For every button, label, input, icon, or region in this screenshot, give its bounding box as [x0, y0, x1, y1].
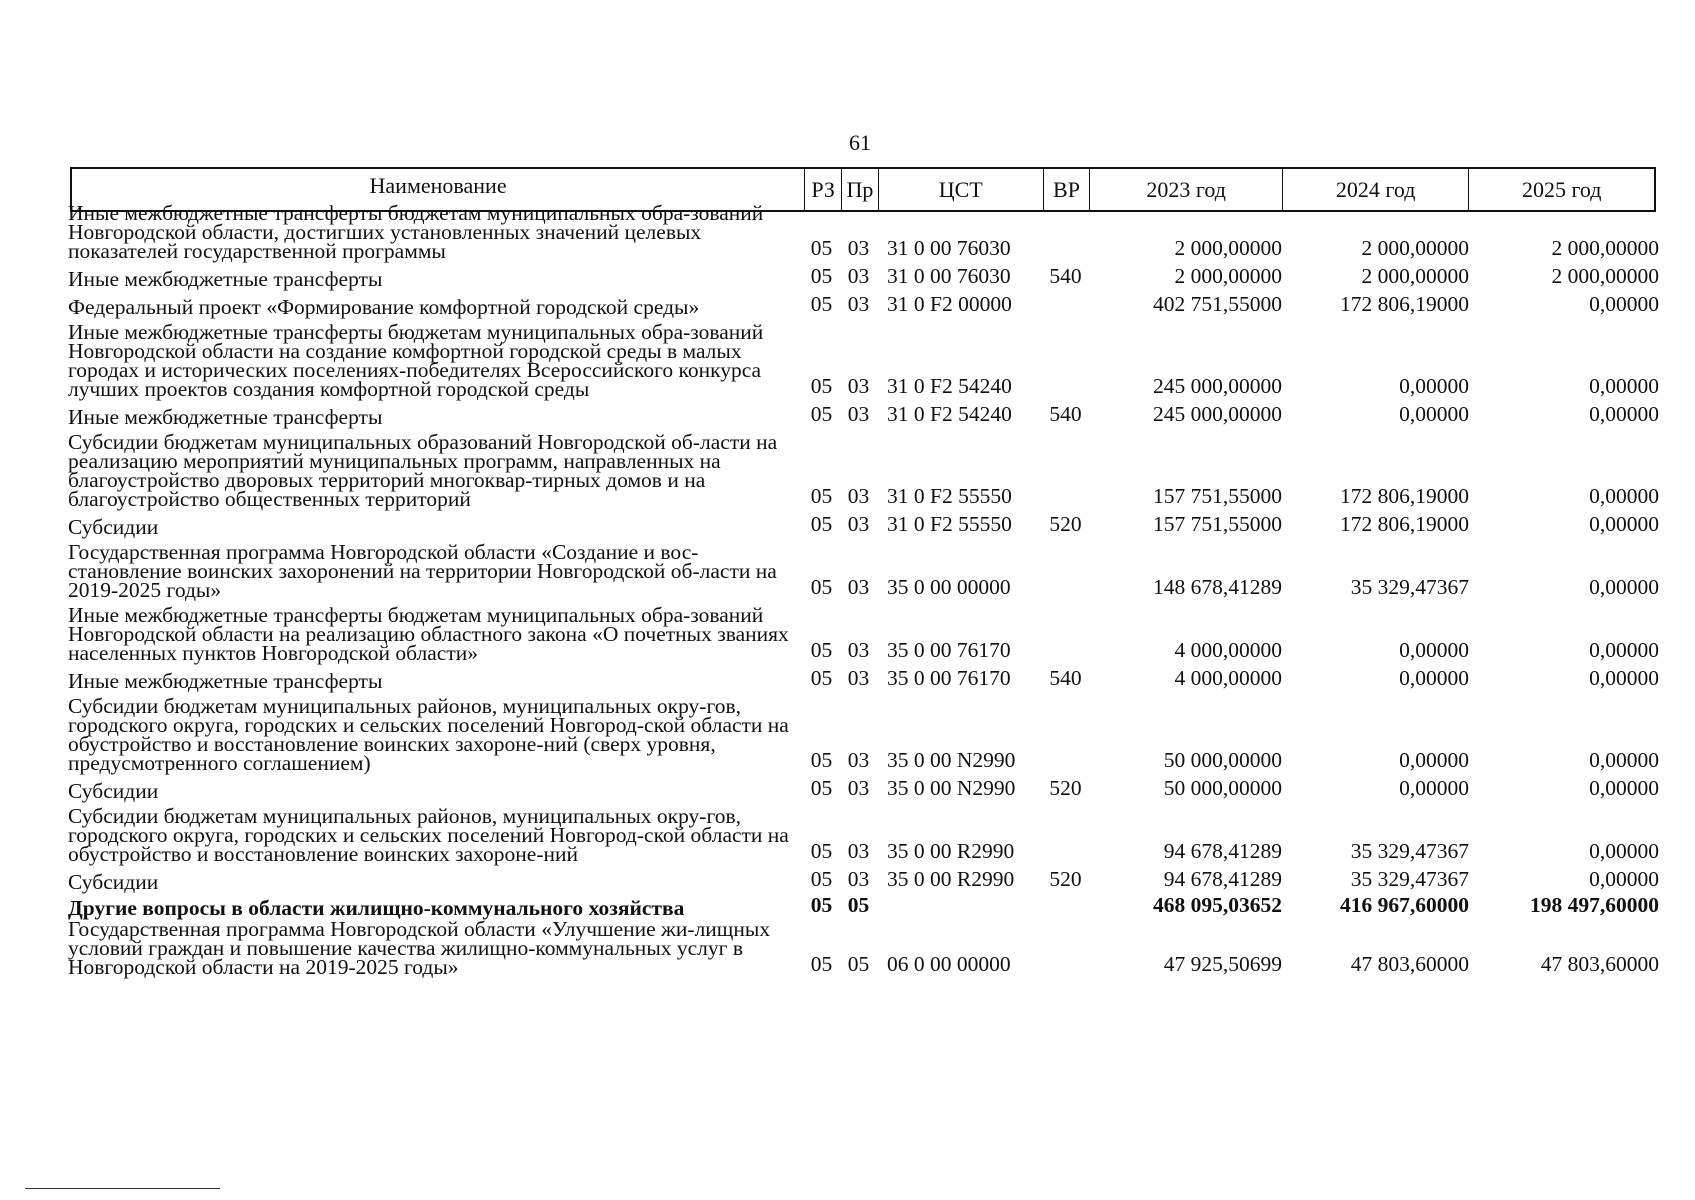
- row-name: Субсидии бюджетам муниципальных районов, муниципальных окру-гов, городского округа, городских и сельских поселений Новгород-ской области на обустройство и восстановление воинских захороне-ний: [68, 804, 789, 866]
- row-2025: 0,00000: [1589, 402, 1659, 426]
- row-cst: 35 0 00 N2990: [887, 748, 1016, 772]
- row-2023: 50 000,00000: [1163, 776, 1282, 800]
- row-2023: 94 678,41289: [1163, 839, 1282, 863]
- row-name: Государственная программа Новгородской области «Создание и вос-становление воинских захоронений на территории Новгородской об-ласти на 2019-2025 годы»: [68, 540, 777, 602]
- row-2025: 47 803,60000: [1540, 952, 1659, 976]
- row-name: Другие вопросы в области жилищно-коммунального хозяйства: [68, 896, 685, 920]
- row-2023: 2 000,00000: [1174, 264, 1282, 288]
- table-row: [60, 667, 1660, 691]
- table-row: [60, 917, 1660, 979]
- footer-divider: [25, 1188, 220, 1189]
- row-pr: 05: [847, 952, 870, 976]
- row-vr: [1042, 975, 1089, 977]
- row-name: Субсидии бюджетам муниципальных образований Новгородской об-ласти на реализацию мероприятий муниципальных программ, направленных на благоустройство дворовых территорий многоквар-тирных домов и на благоустройство общественных территорий: [68, 430, 778, 511]
- row-vr: [1042, 598, 1089, 600]
- row-rz: 05: [810, 512, 833, 536]
- header-pr: Пр: [842, 169, 879, 210]
- row-name: Иные межбюджетные трансферты бюджетам муниципальных обра-зований Новгородской области, достигших установленных значений целевых показателей государственной программы: [68, 201, 764, 263]
- row-2023: 94 678,41289: [1163, 867, 1282, 891]
- row-cst: 35 0 00 00000: [887, 575, 1011, 599]
- row-pr: 03: [847, 776, 870, 800]
- row-2024: 172 806,19000: [1340, 292, 1469, 316]
- row-rz: 05: [810, 638, 833, 662]
- row-2023: 50 000,00000: [1163, 748, 1282, 772]
- row-2023: 4 000,00000: [1174, 638, 1282, 662]
- row-vr: 520: [1049, 512, 1082, 536]
- row-cst: 06 0 00 00000: [887, 952, 1011, 976]
- row-pr: 03: [847, 264, 870, 288]
- row-rz: 05: [810, 776, 833, 800]
- row-name: Иные межбюджетные трансферты бюджетам муниципальных обра-зований Новгородской области на реализацию областного закона «О почетных званиях населенных пунктов Новгородской области»: [68, 603, 789, 665]
- row-cst: 35 0 00 N2990: [887, 776, 1016, 800]
- row-2023: 148 678,41289: [1153, 575, 1282, 599]
- row-2023: 402 751,55000: [1153, 292, 1282, 316]
- page-number: 61: [849, 130, 871, 155]
- row-2025: 0,00000: [1589, 374, 1659, 398]
- row-2023: 245 000,00000: [1153, 402, 1282, 426]
- row-2025: 0,00000: [1589, 575, 1659, 599]
- table-row: [60, 804, 1660, 866]
- row-rz: 05: [810, 893, 833, 917]
- row-vr: [1042, 862, 1089, 864]
- row-2024: 2 000,00000: [1361, 236, 1469, 260]
- row-cst: 31 0 F2 54240: [887, 402, 1012, 426]
- row-2025: 0,00000: [1589, 512, 1659, 536]
- row-vr: [1042, 661, 1089, 663]
- row-rz: 05: [810, 292, 833, 316]
- table-body: [60, 201, 1660, 979]
- row-name: Иные межбюджетные трансферты: [68, 267, 383, 291]
- row-name: Государственная программа Новгородской области «Улучшение жи-лищных условий граждан и повышение качества жилищно-коммунальных услуг в Новгородской области на 2019-2025 годы»: [68, 917, 771, 979]
- row-2023: 468 095,03652: [1153, 893, 1282, 917]
- row-rz: 05: [810, 236, 833, 260]
- row-2023: 2 000,00000: [1174, 236, 1282, 260]
- row-2024: 416 967,60000: [1340, 893, 1469, 917]
- row-rz: 05: [810, 402, 833, 426]
- table-row: [60, 513, 1660, 537]
- row-2024: 2 000,00000: [1361, 264, 1469, 288]
- table-row: [60, 201, 1660, 263]
- row-2024: 0,00000: [1399, 666, 1469, 690]
- row-2024: 47 803,60000: [1350, 952, 1469, 976]
- row-vr: 540: [1049, 666, 1082, 690]
- row-rz: 05: [810, 867, 833, 891]
- row-name: Иные межбюджетные трансферты бюджетам муниципальных обра-зований Новгородской области на создание комфортной городской среды в малых городах и исторических поселениях-победителях Всероссийского конкурса лучших проектов создания комфортной городской среды: [68, 320, 764, 401]
- row-2025: 198 497,60000: [1530, 893, 1659, 917]
- row-name: Субсидии: [68, 515, 159, 539]
- row-2025: 2 000,00000: [1551, 264, 1659, 288]
- row-2023: 157 751,55000: [1153, 512, 1282, 536]
- row-2024: 35 329,47367: [1350, 839, 1469, 863]
- row-2024: 0,00000: [1399, 748, 1469, 772]
- table-row: [60, 694, 1660, 775]
- row-rz: 05: [810, 374, 833, 398]
- row-vr: 540: [1049, 264, 1082, 288]
- row-2023: 47 925,50699: [1163, 952, 1282, 976]
- row-vr: 520: [1049, 776, 1082, 800]
- row-vr: [1042, 259, 1089, 261]
- row-cst: 31 0 00 76030: [887, 236, 1011, 260]
- row-cst: 35 0 00 76170: [887, 638, 1011, 662]
- header-2023: 2023 год: [1090, 169, 1283, 210]
- row-2025: 0,00000: [1589, 867, 1659, 891]
- row-cst: 31 0 F2 00000: [887, 292, 1012, 316]
- row-cst: 35 0 00 76170: [887, 666, 1011, 690]
- table-row: [60, 403, 1660, 427]
- row-pr: 03: [847, 666, 870, 690]
- row-rz: 05: [810, 484, 833, 508]
- table-row: [60, 265, 1660, 289]
- row-rz: 05: [810, 666, 833, 690]
- table-row: [60, 320, 1660, 401]
- row-name: Субсидии: [68, 779, 159, 803]
- row-2025: 0,00000: [1589, 484, 1659, 508]
- row-pr: 03: [847, 484, 870, 508]
- row-rz: 05: [810, 575, 833, 599]
- row-vr: [1042, 315, 1089, 317]
- header-cst: ЦСТ: [879, 169, 1044, 210]
- table-row: [60, 868, 1660, 892]
- row-2024: 0,00000: [1399, 374, 1469, 398]
- row-2024: 0,00000: [1399, 776, 1469, 800]
- row-cst: 35 0 00 R2990: [887, 867, 1015, 891]
- row-2024: 35 329,47367: [1350, 867, 1469, 891]
- row-2023: 157 751,55000: [1153, 484, 1282, 508]
- row-2025: 0,00000: [1589, 748, 1659, 772]
- row-2024: 0,00000: [1399, 402, 1469, 426]
- row-vr: 520: [1049, 867, 1082, 891]
- row-pr: 03: [847, 292, 870, 316]
- row-pr: 03: [847, 748, 870, 772]
- row-pr: 03: [847, 402, 870, 426]
- table-row: [60, 293, 1660, 317]
- row-cst: 31 0 00 76030: [887, 264, 1011, 288]
- row-2023: 4 000,00000: [1174, 666, 1282, 690]
- row-name: Иные межбюджетные трансферты: [68, 669, 383, 693]
- row-pr: 03: [847, 236, 870, 260]
- row-vr: [1042, 397, 1089, 399]
- row-2025: 0,00000: [1589, 776, 1659, 800]
- row-pr: 05: [847, 893, 870, 917]
- row-cst: 35 0 00 R2990: [887, 839, 1015, 863]
- row-pr: 03: [847, 638, 870, 662]
- row-2023: 245 000,00000: [1153, 374, 1282, 398]
- row-vr: 540: [1049, 402, 1082, 426]
- table-row: [60, 777, 1660, 801]
- header-vr: ВР: [1044, 169, 1091, 210]
- row-2024: 172 806,19000: [1340, 512, 1469, 536]
- row-2025: 0,00000: [1589, 638, 1659, 662]
- header-rz: РЗ: [805, 169, 842, 210]
- header-name: Наименование: [72, 169, 805, 210]
- row-2025: 0,00000: [1589, 292, 1659, 316]
- row-2025: 2 000,00000: [1551, 236, 1659, 260]
- row-pr: 03: [847, 575, 870, 599]
- row-name: Субсидии бюджетам муниципальных районов, муниципальных окру-гов, городского округа, городских и сельских поселений Новгород-ской области на обустройство и восстановление воинских захороне-ний (сверх уровня, предусмотренного соглашением): [68, 694, 789, 775]
- row-rz: 05: [810, 839, 833, 863]
- row-cst: [877, 916, 1042, 918]
- row-rz: 05: [810, 952, 833, 976]
- row-rz: 05: [810, 748, 833, 772]
- row-pr: 03: [847, 839, 870, 863]
- row-cst: 31 0 F2 55550: [887, 512, 1012, 536]
- header-2024: 2024 год: [1283, 169, 1470, 210]
- header-2025: 2025 год: [1521, 176, 1602, 202]
- row-2024: 35 329,47367: [1350, 575, 1469, 599]
- row-name: Субсидии: [68, 870, 159, 894]
- row-2024: 0,00000: [1399, 638, 1469, 662]
- row-pr: 03: [847, 374, 870, 398]
- row-2025: 0,00000: [1589, 666, 1659, 690]
- row-2024: 172 806,19000: [1340, 484, 1469, 508]
- row-pr: 03: [847, 512, 870, 536]
- row-cst: 31 0 F2 54240: [887, 374, 1012, 398]
- row-2025: 0,00000: [1589, 839, 1659, 863]
- table-row: [60, 894, 1660, 918]
- row-vr: [1042, 916, 1089, 918]
- row-name: Федеральный проект «Формирование комфортной городской среды»: [68, 295, 700, 319]
- row-pr: 03: [847, 867, 870, 891]
- row-vr: [1042, 771, 1089, 773]
- table-row: [60, 603, 1660, 665]
- row-rz: 05: [810, 264, 833, 288]
- row-name: Иные межбюджетные трансферты: [68, 405, 383, 429]
- table-row: [60, 540, 1660, 602]
- row-vr: [1042, 507, 1089, 509]
- row-cst: 31 0 F2 55550: [887, 484, 1012, 508]
- table-row: [60, 430, 1660, 511]
